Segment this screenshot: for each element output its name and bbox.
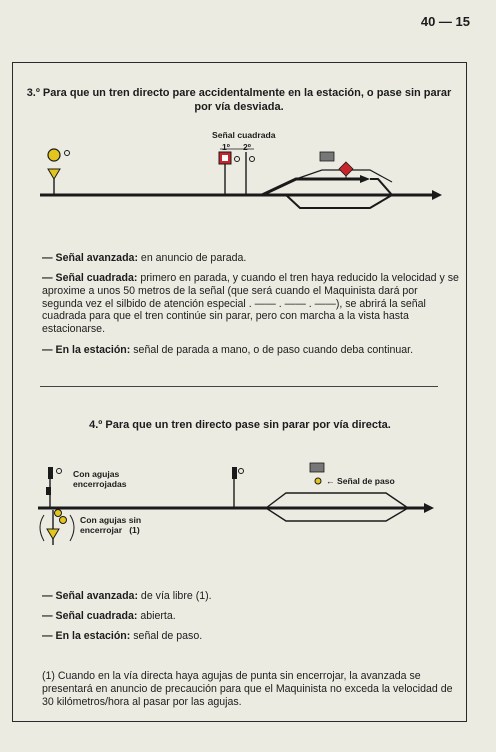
section-3-title: 3.º Para que un tren directo pare accidentalmente en la estación, o pase sin parar por vía desviada. — [26, 87, 452, 113]
section-divider — [40, 386, 438, 387]
track-arrow — [424, 503, 434, 513]
square-signal-lamp-2 — [250, 157, 255, 162]
paso-signal-light — [315, 478, 321, 484]
signal-1-label: 1º — [222, 142, 230, 152]
deviated-arrow — [360, 175, 370, 183]
unlocked-bracket-right — [70, 515, 74, 541]
deviated-track — [262, 179, 366, 195]
square-signal-label: Señal cuadrada — [212, 130, 276, 140]
section-3-diagram — [0, 124, 496, 234]
page-number: 40 — 15 — [420, 14, 470, 29]
stop-hand-signal — [339, 162, 353, 176]
unlocked-bracket-left — [40, 515, 44, 541]
square-signal-board — [232, 467, 237, 479]
s4-item-estacion: — En la estación: señal de paso. — [42, 630, 203, 642]
signal-2-label: 2º — [243, 142, 251, 152]
locked-signal-board — [48, 467, 53, 479]
unlocked-light-1 — [55, 510, 62, 517]
advanced-signal-triangle — [48, 169, 60, 179]
section-4-title: 4.º Para que un tren directo pase sin parar por vía directa. — [89, 419, 391, 431]
locked-label: Con agujas encerrojadas — [73, 469, 127, 489]
advanced-signal-lamp — [65, 151, 70, 156]
s3-item-estacion: — En la estación: señal de parada a mano, o de paso cuando deba continuar. — [42, 344, 414, 356]
s3-item-cuadrada: — Señal cuadrada: primero en parada, y cuando el tren haya reducido la velocidad y se aproxime a unos 50 metros de la señal (que será cuando el Maquinista dará por segunda vez el silbido de atención especial . —— . —— . ——), se abrirá la señal cuadrada para que el tren continúe sin parar, pero con marcha a la vista hasta estacionarse. — [42, 272, 459, 336]
station-box — [310, 463, 324, 472]
unlocked-triangle — [47, 529, 59, 539]
station-box — [320, 152, 334, 161]
square-signal-lamp-1 — [235, 157, 240, 162]
s4-item-avanzada: — Señal avanzada: de vía libre (1). — [42, 590, 212, 602]
advanced-signal-light — [48, 149, 60, 161]
s4-item-cuadrada: — Señal cuadrada: abierta. — [42, 610, 176, 622]
s3-item-avanzada: — Señal avanzada: en anuncio de parada. — [42, 252, 247, 264]
unlocked-label: Con agujas sin encerrojar (1) — [80, 515, 142, 535]
unlocked-light-2 — [60, 517, 67, 524]
paso-label: ← Señal de paso — [326, 476, 395, 486]
track-arrow — [432, 190, 442, 200]
footnote: (1) Cuando en la vía directa haya agujas de punta sin encerrojar, la avanzada se presentará en anuncio de precaución para que el Maquinista no exceda la velocidad de 30 kilómetros/hora al pasar por las agujas. — [42, 670, 453, 708]
